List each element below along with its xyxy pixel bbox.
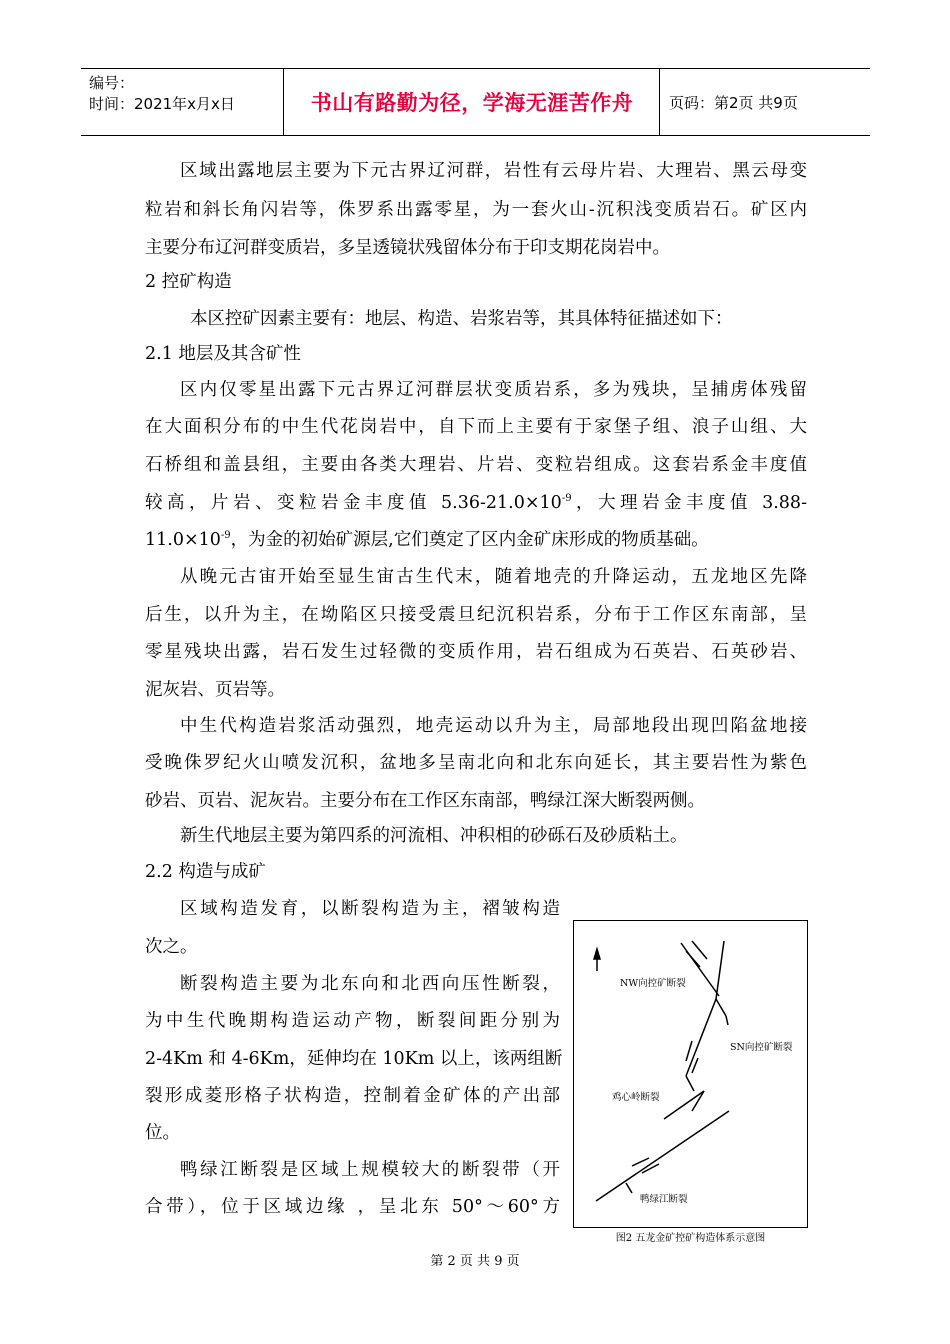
text-line: 新生代地层主要为第四系的河流相、冲积相的砂砾石及砂质粘土。 — [180, 826, 688, 846]
fault-diagram — [573, 920, 808, 1228]
text-span: ，大理岩金丰度值 3.88- — [571, 493, 807, 513]
text-line: 鸭绿江断裂是区域上规模较大的断裂带（开 — [180, 1160, 560, 1180]
sn-fault-branch — [716, 999, 726, 1016]
text-line: 在大面积分布的中生代花岗岩中，自下而上主要有于家堡子组、浪子山组、大 — [145, 417, 807, 437]
text-line: 砂岩、页岩、泥灰岩。主要分布在工作区东南部，鸭绿江深大断裂两侧。 — [145, 791, 705, 811]
text-line: 粒岩和斜长角闪岩等，侏罗系出露零星，为一套火山-沉积浅变质岩石。矿区内 — [145, 200, 807, 220]
section-heading: 2 控矿构造 — [145, 272, 232, 292]
text-line: 本区控矿因素主要有：地层、构造、岩浆岩等，其具体特征描述如下： — [190, 309, 733, 329]
nw-fault-arrow — [692, 941, 707, 959]
text-span: ，为金的初始矿源层,它们奠定了区内金矿床形成的物质基础。 — [230, 530, 709, 550]
text-line: 受晚侏罗纪火山喷发沉积，盆地多呈南北向和北东向延长，其主要岩性为紫色 — [145, 753, 807, 773]
central-fault-line — [686, 999, 716, 1076]
page-header — [81, 68, 870, 136]
text-line: 后生，以升为主，在坳陷区只接受震旦纪沉积岩系，分布于工作区东南部，呈 — [145, 605, 807, 625]
text-line: 主要分布辽河群变质岩，多呈透镜状残留体分布于印支期花岗岩中。 — [145, 238, 670, 258]
header-page-info: 页码：第2页 共9页 — [669, 93, 798, 112]
text-line: 区内仅零星出露下元古界辽河群层状变质岩系，多为残块，呈捕虏体残留 — [180, 380, 807, 400]
page-footer: 第 2 页 共 9 页 — [430, 1254, 520, 1269]
text-line: 为中生代晚期构造运动产物，断裂间距分别为 — [145, 1011, 560, 1031]
label-jixinling-fault: 鸡心岭断裂 — [612, 1092, 660, 1103]
section-heading: 2.2 构造与成矿 — [145, 862, 266, 882]
figure-caption: 图2 五龙金矿控矿构造体系示意图 — [615, 1233, 766, 1244]
text-line: 次之。 — [145, 937, 198, 957]
yalujiang-fault-line — [596, 1111, 729, 1201]
text-span: 11.0×10 — [145, 530, 221, 550]
text-line: 区域构造发育，以断裂构造为主，褶皱构造 — [180, 899, 560, 919]
exponent: -9 — [220, 530, 231, 542]
text-line — [145, 487, 807, 519]
north-arrow-head — [594, 949, 600, 959]
text-line: 区域出露地层主要为下元古界辽河群，岩性有云母片岩、大理岩、黑云母变 — [180, 161, 807, 181]
document-date: 时间：2021年x月x日 — [89, 95, 235, 113]
text-line: 断裂构造主要为北东向和北西向压性断裂， — [180, 974, 560, 994]
yalujiang-fault-arrow — [626, 1183, 632, 1193]
text-line: 中生代构造岩浆活动强烈，地壳运动以升为主，局部地段出现凹陷盆地接 — [180, 716, 807, 736]
lower-fault-segment — [692, 1091, 704, 1111]
label-nw-fault: NW向控矿断裂 — [620, 978, 686, 989]
document-number: 编号： — [89, 74, 135, 92]
header-motto: 书山有路勤为径，学海无涯苦作舟 — [310, 91, 634, 115]
yalujiang-fault-arrow — [632, 1158, 649, 1166]
sn-fault-arrow — [726, 1016, 728, 1025]
text-line: 石桥组和盖县组，主要由各类大理岩、片岩、变粒岩组成。这套岩系金丰度值 — [145, 455, 807, 475]
jixinling-fault-line — [664, 1091, 704, 1119]
text-line: 从晚元古宙开始至显生宙古生代末，随着地壳的升降运动，五龙地区先降 — [180, 567, 807, 587]
header-meta — [89, 73, 235, 115]
sn-fault-line — [716, 941, 724, 999]
nw-fault-arrow — [686, 951, 700, 967]
text-line: 裂形成菱形格子状构造，控制着金矿体的产出部 — [145, 1086, 560, 1106]
central-fault-segment — [686, 1076, 694, 1091]
label-sn-fault: SN向控矿断裂 — [730, 1042, 793, 1053]
central-fault-arrow — [686, 1041, 692, 1061]
section-heading: 2.1 地层及其含矿性 — [145, 344, 301, 364]
fault-diagram-svg — [574, 921, 807, 1227]
exponent: -9 — [561, 493, 572, 505]
label-yalujiang-fault: 鸭绿江断裂 — [640, 1194, 688, 1205]
text-line: 合带），位于区域边缘 ，呈北东 50°～60°方 — [145, 1197, 560, 1217]
text-line — [145, 524, 709, 556]
text-line: 零星残块出露，岩石发生过轻微的变质作用，岩石组成为石英岩、石英砂岩、 — [145, 642, 807, 662]
text-span: 较高，片岩、变粒岩金丰度值 5.36-21.0×10 — [145, 493, 562, 513]
text-line: 泥灰岩、页岩等。 — [145, 680, 285, 700]
text-line: 2-4Km 和 4-6Km，延伸均在 10Km 以上，该两组断 — [145, 1049, 563, 1069]
text-line: 位。 — [145, 1123, 180, 1143]
